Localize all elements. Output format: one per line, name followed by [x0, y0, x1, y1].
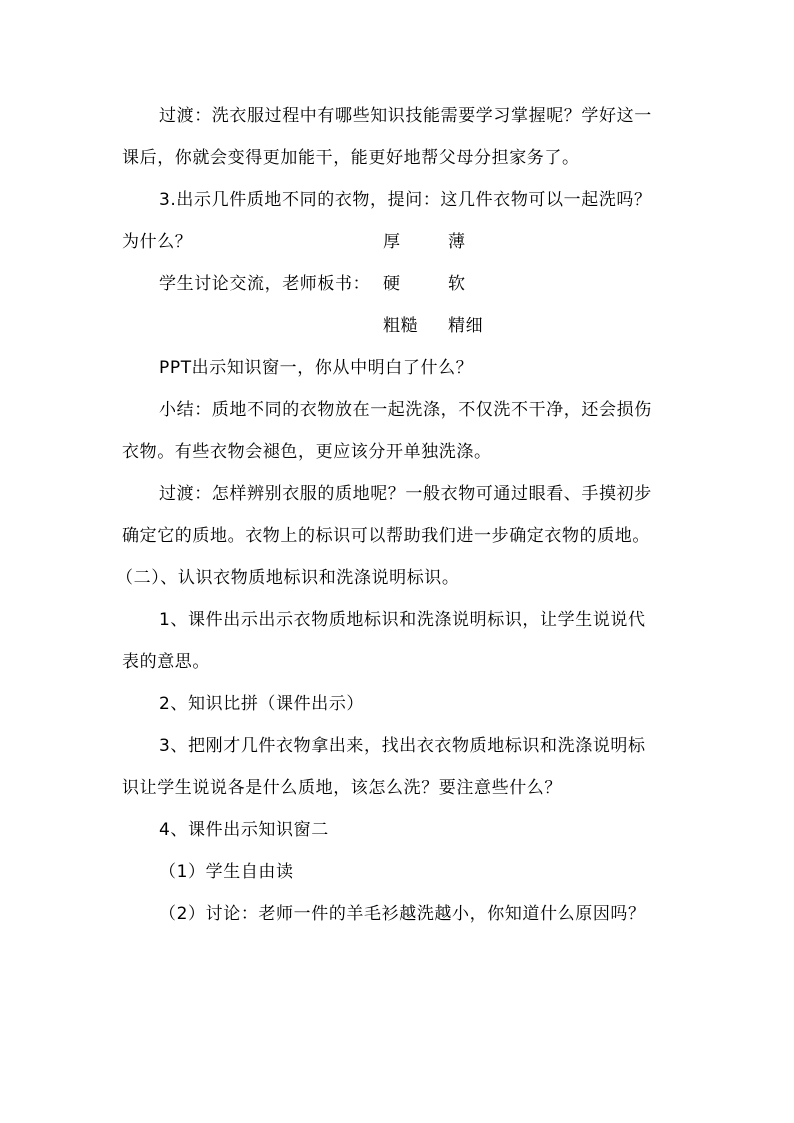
discussion-paragraph: 学生讨论交流，老师板书： [159, 274, 371, 294]
board-rough: 粗糙 [383, 316, 419, 336]
sub-item-1: （1）学生自由读 [159, 862, 294, 882]
board-hard: 硬 [383, 274, 404, 294]
transition-paragraph-line-2: 课后，你就会变得更加能干，能更好地帮父母分担家务了。 [122, 148, 580, 168]
transition-paragraph-line-1: 过渡：洗衣服过程中有哪些知识技能需要学习掌握呢？学好这一 [159, 106, 652, 126]
board-thin: 薄 [448, 232, 469, 252]
summary-line-2: 衣物。有些衣物会褪色，更应该分开单独洗涤。 [122, 442, 492, 462]
section-heading-2: （二）、认识衣物质地标识和洗涤说明标识。 [116, 568, 460, 588]
board-soft: 软 [448, 274, 469, 294]
item-1-line-1: 1、课件出示出示衣物质地标识和洗涤说明标识，让学生说说代 [159, 610, 646, 630]
ppt-knowledge-window-1: PPT出示知识窗一，你从中明白了什么？ [159, 358, 474, 378]
board-thick: 厚 [383, 232, 404, 252]
step-3-line-1: 3.出示几件质地不同的衣物，提问：这几件衣物可以一起洗吗？ [159, 190, 652, 210]
item-1-line-2: 表的意思。 [122, 652, 210, 672]
sub-item-2: （2）讨论：老师一件的羊毛衫越洗越小，你知道什么原因吗？ [159, 904, 646, 924]
summary-line-1: 小结：质地不同的衣物放在一起洗涤，不仅洗不干净，还会损伤 [159, 400, 652, 420]
item-2: 2、知识比拼（课件出示） [159, 694, 365, 714]
transition-2-line-2: 确定它的质地。衣物上的标识可以帮助我们进一步确定衣物的质地。 [122, 526, 650, 546]
step-3-line-2: 为什么？ [122, 232, 193, 252]
item-3-line-2: 识让学生说说各是什么质地，该怎么洗？要注意些什么？ [122, 778, 562, 798]
item-4: 4、课件出示知识窗二 [159, 820, 329, 840]
board-fine: 精细 [448, 316, 484, 336]
item-3-line-1: 3、把刚才几件衣物拿出来，找出衣衣物质地标识和洗涤说明标 [159, 736, 646, 756]
transition-2-line-1: 过渡：怎样辨别衣服的质地呢？一般衣物可通过眼看、手摸初步 [159, 484, 652, 504]
